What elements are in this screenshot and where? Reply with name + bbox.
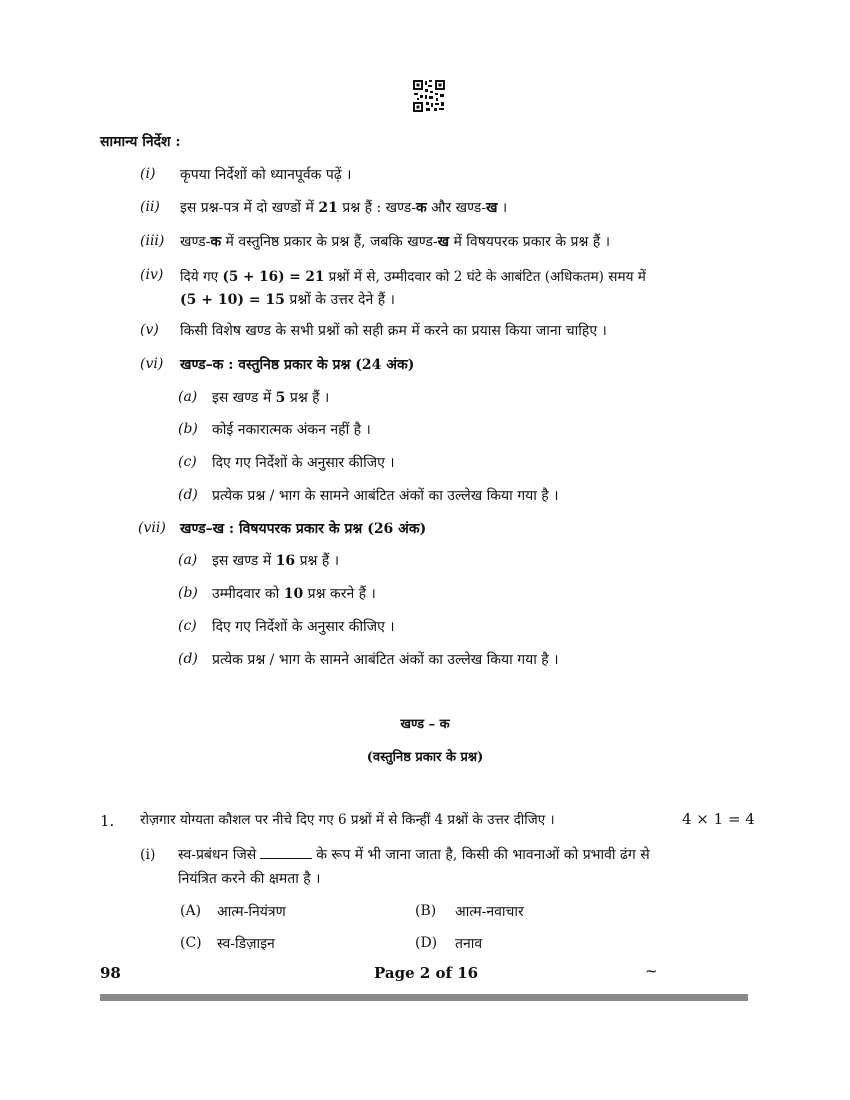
option-label-d: (D) bbox=[415, 935, 438, 951]
text-part: और खण्ड- bbox=[426, 200, 487, 216]
footer-bar bbox=[100, 994, 748, 1001]
text-part: प्रश्नों के उत्तर देने हैं । bbox=[284, 292, 395, 308]
instruction-text bbox=[180, 232, 610, 251]
text-part: दिये गए bbox=[180, 269, 223, 285]
sub-num: (a) bbox=[178, 389, 198, 405]
text-part: 10 bbox=[283, 586, 304, 602]
instruction-text bbox=[180, 198, 507, 217]
option-text-c: स्व-डिज़ाइन bbox=[217, 936, 275, 952]
option-label-a: (A) bbox=[180, 903, 202, 919]
text-part: इस खण्ड में bbox=[212, 553, 276, 569]
sub-text: दिए गए निर्देशों के अनुसार कीजिए । bbox=[212, 619, 395, 635]
text-part: क bbox=[210, 234, 222, 250]
text-part: के रूप में भी जाना जाता है, किसी की भावनाओं को प्रभावी ढंग से bbox=[316, 847, 650, 863]
instruction-num: (ii) bbox=[140, 199, 160, 215]
sub-text: प्रत्येक प्रश्न / भाग के सामने आबंटित अंकों का उल्लेख किया गया है । bbox=[212, 488, 559, 504]
option-label-b: (B) bbox=[415, 903, 437, 919]
section-a-instruction: खण्ड–क : वस्तुनिष्ठ प्रकार के प्रश्न (24 अंक) bbox=[180, 357, 415, 373]
sub-num: (c) bbox=[178, 618, 197, 634]
section-subtitle: (वस्तुनिष्ठ प्रकार के प्रश्न) bbox=[366, 750, 484, 765]
question-marks: 4 × 1 = 4 bbox=[682, 810, 755, 828]
question-text: रोज़गार योग्यता कौशल पर नीचे दिए गए 6 प्रश्नों में से किन्हीं 4 प्रश्नों के उत्तर दीजिए । bbox=[140, 812, 555, 828]
text-part: प्रश्न करने हैं । bbox=[303, 586, 376, 602]
text-part: इस खण्ड में bbox=[212, 390, 276, 406]
general-instructions-heading: सामान्य निर्देश : bbox=[100, 134, 181, 150]
sub-question-text bbox=[178, 845, 650, 864]
text-part: 5 bbox=[275, 390, 286, 406]
sub-num: (d) bbox=[178, 651, 198, 667]
footer-mark: ~ bbox=[645, 962, 658, 980]
instruction-text: कृपया निर्देशों को ध्यानपूर्वक पढ़ें । bbox=[180, 167, 352, 183]
sub-num: (c) bbox=[178, 454, 197, 470]
sub-num: (b) bbox=[178, 421, 198, 437]
text-part: ख bbox=[486, 200, 498, 216]
text-part: में विषयपरक प्रकार के प्रश्न हैं । bbox=[449, 234, 611, 250]
instruction-text-line2 bbox=[180, 290, 395, 309]
instruction-text bbox=[180, 266, 646, 285]
option-text-a: आत्म-नियंत्रण bbox=[217, 904, 286, 920]
text-part: 21 bbox=[318, 200, 338, 216]
text-part: (5 + 16) = 21 bbox=[222, 269, 325, 285]
section-title: खण्ड – क bbox=[400, 717, 450, 732]
text-part: इस प्रश्न-पत्र में दो खण्डों में bbox=[180, 200, 319, 216]
text-part: ख bbox=[437, 234, 450, 250]
sub-num: (b) bbox=[178, 585, 198, 601]
option-text-b: आत्म-नवाचार bbox=[455, 904, 524, 920]
text-part: प्रश्नों में से, उम्मीदवार को 2 घंटे के आबंटित (अधिकतम) समय में bbox=[324, 269, 646, 285]
instruction-num: (i) bbox=[140, 166, 156, 182]
instruction-num: (v) bbox=[140, 322, 159, 338]
text-part: क bbox=[415, 200, 427, 216]
text-part: । bbox=[497, 200, 508, 216]
sub-text bbox=[212, 584, 376, 603]
question-number: 1. bbox=[100, 812, 115, 830]
instruction-num: (vii) bbox=[138, 520, 166, 536]
instruction-text: किसी विशेष खण्ड के सभी प्रश्नों को सही क्रम में करने का प्रयास किया जाना चाहिए । bbox=[180, 323, 607, 339]
paper-code: 98 bbox=[100, 964, 121, 982]
sub-text: प्रत्येक प्रश्न / भाग के सामने आबंटित अंकों का उल्लेख किया गया है । bbox=[212, 652, 559, 668]
text-part: (5 + 10) = 15 bbox=[180, 292, 285, 308]
sub-question-text-line2: नियंत्रित करने की क्षमता है । bbox=[178, 871, 321, 887]
sub-text: दिए गए निर्देशों के अनुसार कीजिए । bbox=[212, 455, 395, 471]
sub-text bbox=[212, 551, 339, 570]
text-part: प्रश्न हैं । bbox=[295, 553, 340, 569]
instruction-num: (iii) bbox=[140, 233, 165, 249]
text-part: प्रश्न हैं : खण्ड- bbox=[337, 200, 416, 216]
instruction-num: (iv) bbox=[140, 267, 164, 283]
instruction-num: (vi) bbox=[140, 356, 164, 372]
section-b-instruction: खण्ड–ख : विषयपरक प्रकार के प्रश्न (26 अंक) bbox=[180, 521, 427, 537]
option-label-c: (C) bbox=[180, 935, 202, 951]
qr-code bbox=[412, 79, 446, 113]
sub-text bbox=[212, 388, 329, 407]
text-part: खण्ड- bbox=[180, 234, 211, 250]
text-part: उम्मीदवार को bbox=[212, 586, 284, 602]
option-text-d: तनाव bbox=[455, 936, 483, 952]
sub-text: कोई नकारात्मक अंकन नहीं है । bbox=[212, 422, 371, 438]
sub-num: (a) bbox=[178, 552, 198, 568]
sub-question-number: (i) bbox=[140, 847, 156, 863]
text-part: प्रश्न हैं । bbox=[285, 390, 330, 406]
text-part: 16 bbox=[275, 553, 296, 569]
answer-blank bbox=[260, 846, 312, 859]
sub-num: (d) bbox=[178, 487, 198, 503]
page-number: Page 2 of 16 bbox=[374, 964, 479, 982]
text-part: में वस्तुनिष्ठ प्रकार के प्रश्न हैं, जबकि खण्ड- bbox=[221, 234, 438, 250]
text-part: स्व-प्रबंधन जिसे bbox=[178, 847, 257, 863]
